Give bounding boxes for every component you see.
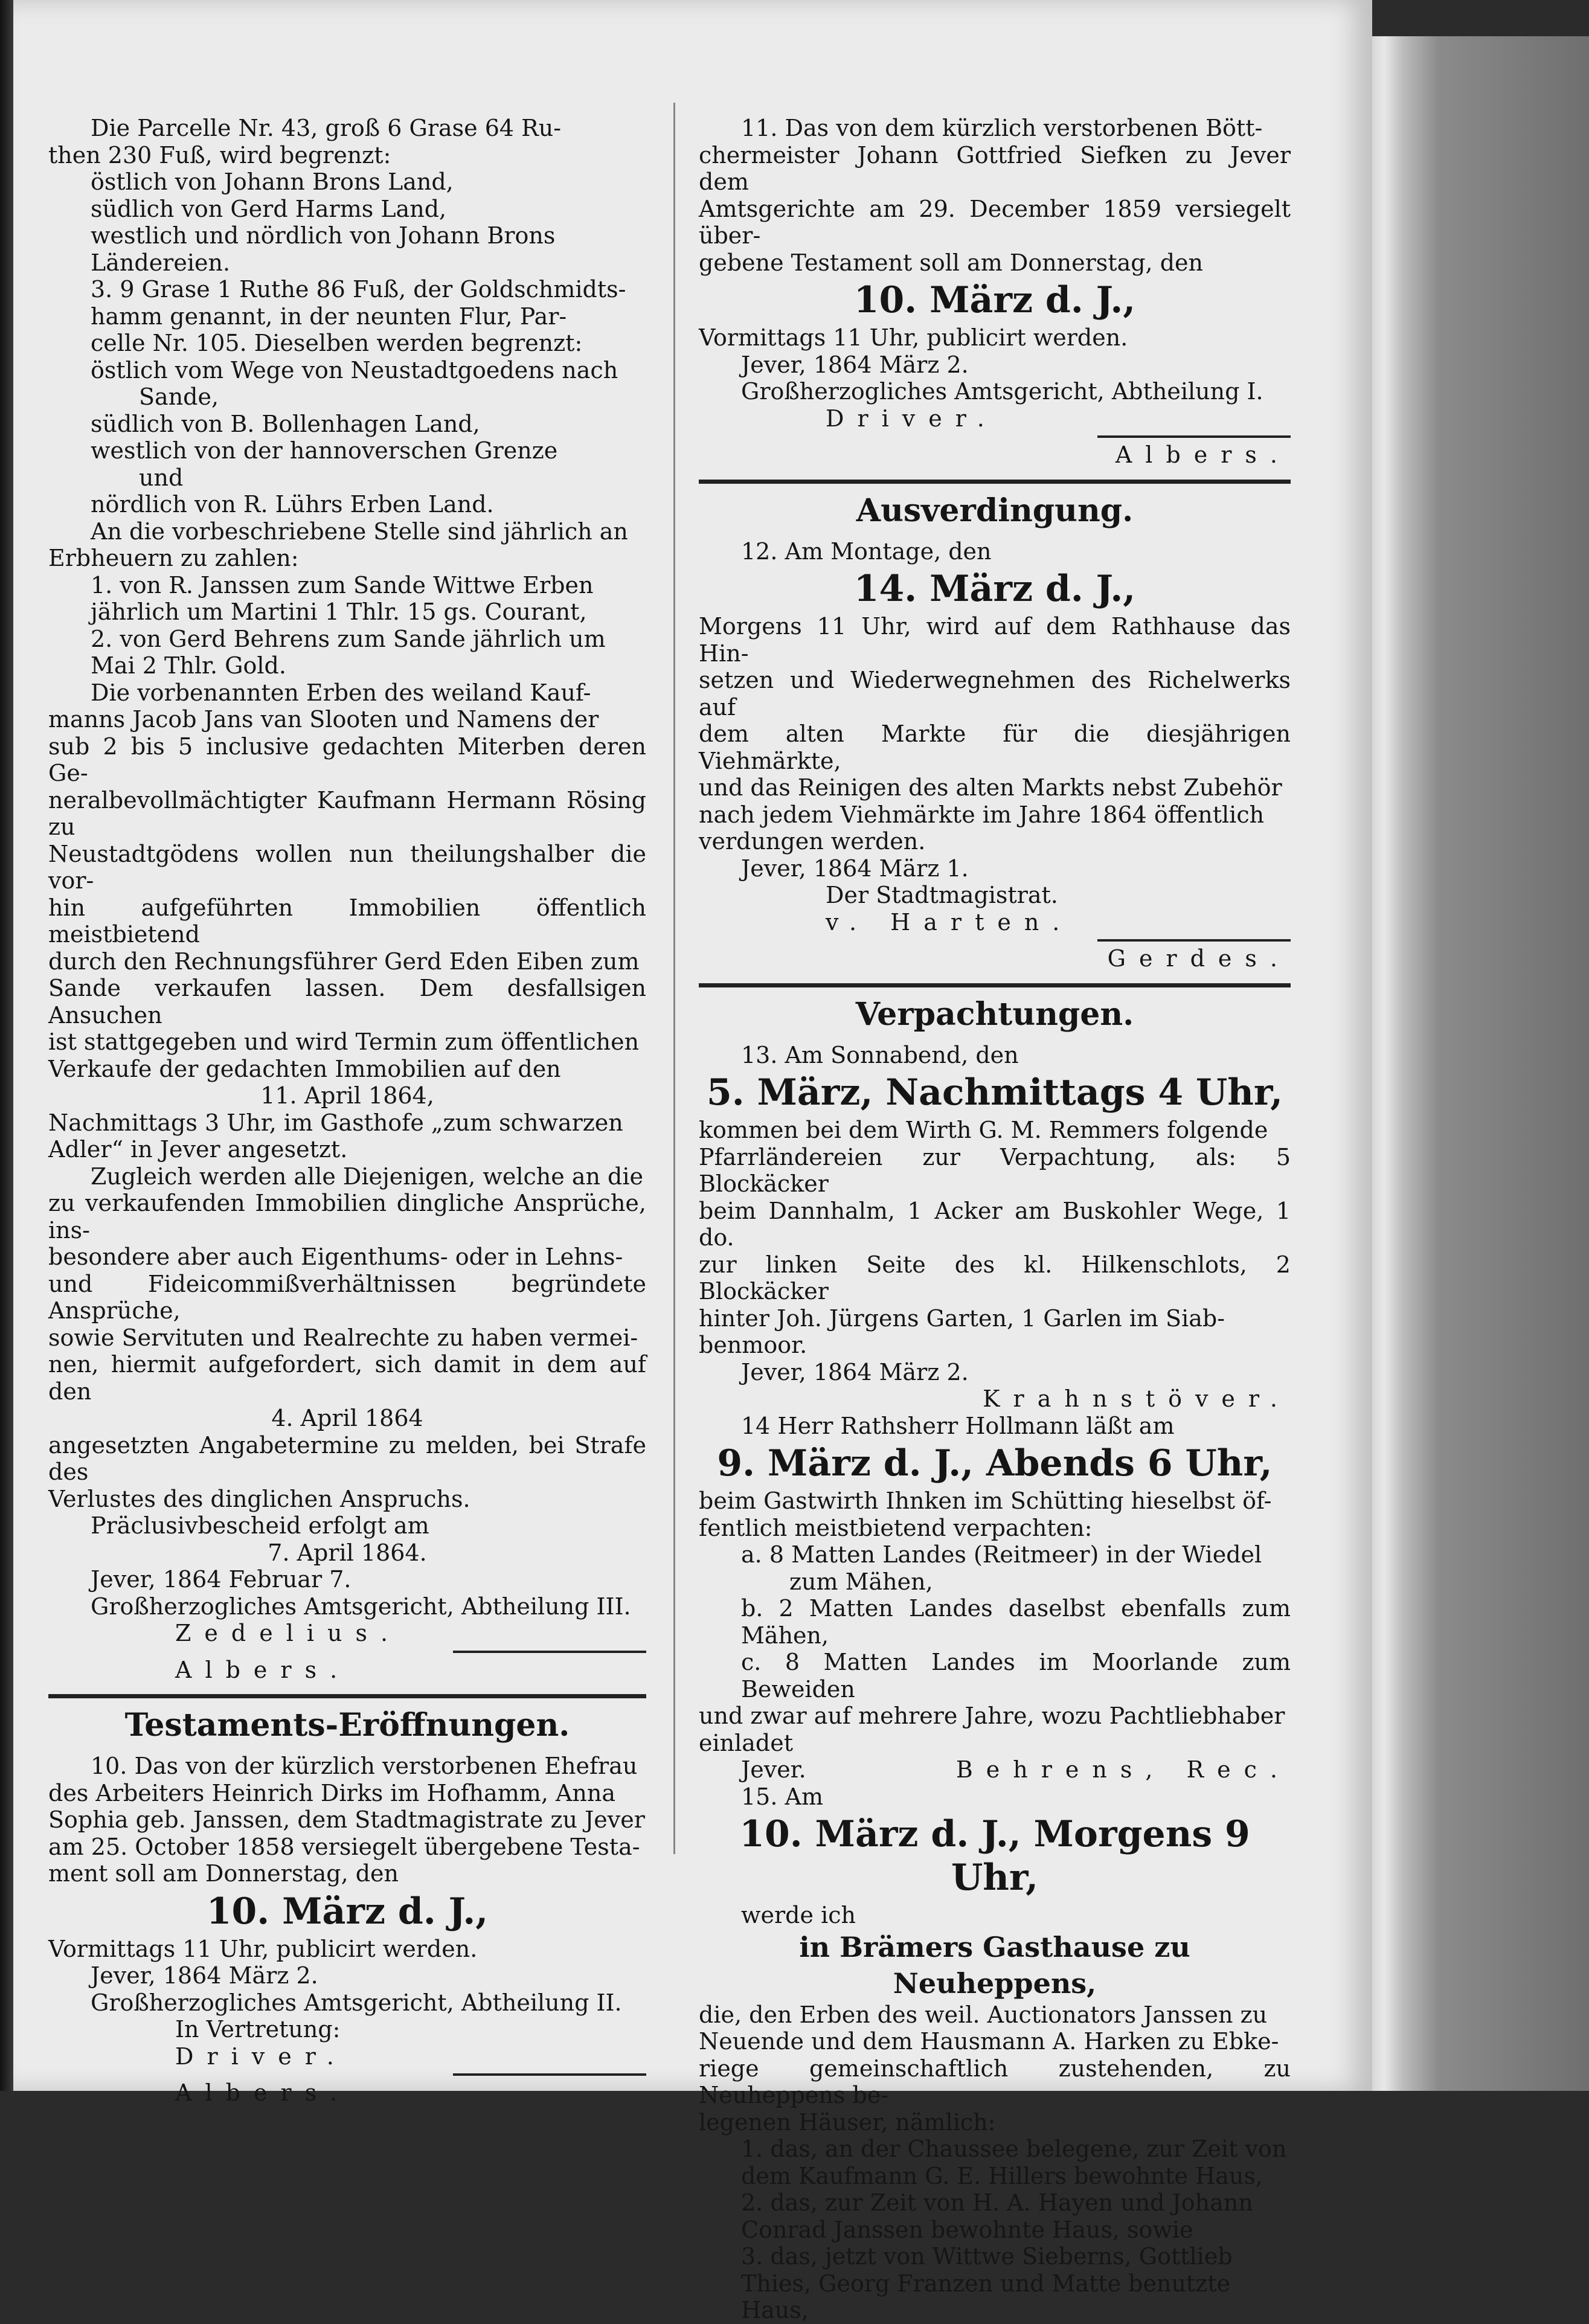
text-line: Mai 2 Thlr. Gold. [91,652,286,679]
book-edge [1366,36,1589,2091]
text-line: zu verkaufenden Immobilien dingliche Ansprüche, ins- [48,1190,646,1244]
date-line: 7. April 1864. [268,1539,427,1566]
text-line: 15. Am [741,1783,823,1810]
text-line: chermeister Johann Gottfried Siefken zu Jever dem [699,141,1291,195]
signature: v. Harten. [826,908,1073,936]
text-line: 2. von Gerd Behrens zum Sande jährlich um [91,625,606,652]
text-line: a. 8 Matten Landes (Reitmeer) in der Wiedel [741,1541,1262,1568]
section-rule [48,1694,646,1698]
text-line: benmoor. [699,1332,807,1358]
text-line: gebene Testament soll am Donnerstag, den [699,249,1203,276]
text-line: Zugleich werden alle Diejenigen, welche an die [91,1163,644,1190]
text-line: 1. von R. Janssen zum Sande Wittwe Erben [91,571,594,599]
text-line: Sande verkaufen lassen. Dem desfallsigen Ansuchen [48,975,646,1029]
text-line: Präclusivbescheid erfolgt am [91,1512,429,1539]
text-line: manns Jacob Jans van Slooten und Namens der [48,706,599,733]
text-line: 10. Das von der kürzlich verstorbenen Ehefrau [91,1753,638,1779]
section-heading: Verpachtungen. [855,995,1134,1033]
text-line: legenen Häuser, nämlich: [699,2108,996,2136]
text-line: 3. 9 Grase 1 Ruthe 86 Fuß, der Goldschmidts- [91,276,626,303]
text-line: dem Kaufmann G. E. Hillers bewohnte Haus, [741,2162,1263,2189]
text-line: die, den Erben des weil. Auctionators Janssen zu [699,2001,1268,2028]
signature: Albers. [175,2079,351,2106]
date-heading: 9. März d. J., Abends 6 Uhr, [717,1442,1273,1485]
text-line: angesetzten Angabetermine zu melden, bei Strafe des [48,1431,646,1485]
text-line: Verkaufe der gedachten Immobilien auf den [48,1055,561,1082]
text-line: Der Stadtmagistrat. [826,882,1058,908]
signature-row [699,1756,1291,1783]
text-line: am 25. October 1858 versiegelt übergebene Testa- [48,1833,640,1860]
signature: Krahnstöver. [983,1385,1291,1412]
date-heading: 10. März d. J., Morgens 9 Uhr, [739,1813,1250,1899]
text-line: Jever, 1864 März 2. [91,1962,318,1989]
text-line: hamm genannt, in der neunten Flur, Par- [91,303,567,330]
date-heading: 10. März d. J., [853,279,1136,321]
text-line: Vormittags 11 Uhr, publicirt werden. [699,324,1128,351]
text-line: Vormittags 11 Uhr, publicirt werden. [48,1935,478,1962]
section-rule [699,480,1291,484]
text-line: östlich vom Wege von Neustadtgoedens nach [91,356,618,384]
text-line: then 230 Fuß, wird begrenzt: [48,141,391,169]
date-heading: 5. März, Nachmittags 4 Uhr, [706,1071,1283,1114]
text-line: hin aufgeführten Immobilien öffentlich meistbietend [48,894,646,948]
signature: Albers. [1115,441,1291,468]
text-line: 3. das, jetzt von Wittwe Sieberns, Gottlieb [741,2243,1233,2270]
text-line: Adler“ in Jever angesetzt. [48,1136,348,1163]
text-line: südlich von Gerd Harms Land, [91,195,447,222]
right-column [699,115,1291,2324]
text-line: Sande, [139,384,219,410]
text-line: und Fideicommißverhältnissen begründete Ansprüche, [48,1270,646,1324]
text-line: An die vorbeschriebene Stelle sind jährlich an [91,518,628,545]
text-line: besondere aber auch Eigenthums- oder in Lehns- [48,1244,623,1270]
date-heading: 10. März d. J., [206,1890,489,1933]
text-line: neralbevollmächtigter Kaufmann Hermann Rösing zu [48,786,646,840]
signature: Behrens, Rec. [955,1756,1291,1783]
text-line: Die vorbenannten Erben des weiland Kauf- [91,679,591,706]
text-line: zum Mähen, [789,1568,933,1595]
text-line: nach jedem Viehmärkte im Jahre 1864 öffentlich [699,801,1265,828]
text-line: Neustadtgödens wollen nun theilungshalber die vor- [48,840,646,894]
signature: Driver. [826,405,998,432]
rule [453,1651,646,1653]
text-line: 1. das, an der Chaussee belegene, zur Zeit von [741,2136,1287,2162]
section-heading: Ausverdingung. [856,492,1134,529]
newspaper-page [13,0,1372,2323]
signature: Driver. [175,2043,347,2070]
text-line: einladet [699,1729,794,1756]
text-line: östlich von Johann Brons Land, [91,169,454,195]
text-line: hinter Joh. Jürgens Garten, 1 Garlen im Siab- [699,1305,1225,1332]
text-line: westlich von der hannoverschen Grenze [91,437,558,464]
text-line: 2. das, zur Zeit von H. A. Hayen und Johann [741,2189,1253,2216]
text-line: fentlich meistbietend verpachten: [699,1514,1093,1541]
text-line: Conrad Janssen bewohnte Haus, sowie [741,2216,1193,2243]
text-line: und zwar auf mehrere Jahre, wozu Pachtliebhaber [699,1703,1285,1729]
text-line: nen, hiermit aufgefordert, sich damit in dem auf den [48,1351,646,1405]
text-line: Haus, [741,2297,809,2323]
text-line: Neuende und dem Hausmann A. Harken zu Ebke- [699,2028,1279,2055]
text-line: Großherzogliches Amtsgericht, Abtheilung III. [91,1593,631,1620]
signature: Zedelius. [175,1620,402,1646]
section-rule [699,983,1291,987]
left-page-edge [0,0,13,2091]
text-line: Jever. [741,1756,806,1783]
venue-heading: in Brämers Gasthause zu Neuheppens, [799,1930,1190,2000]
text-line: Ländereien. [91,249,231,276]
text-line: sub 2 bis 5 inclusive gedachten Miterben deren Ge- [48,733,646,786]
text-line: Großherzogliches Amtsgericht, Abtheilung II. [91,1989,622,2016]
signature: Albers. [175,1656,351,1683]
text-line: ist stattgegeben und wird Termin zum öffentlichen [48,1029,640,1055]
text-line: sowie Servituten und Realrechte zu haben vermei- [48,1324,638,1351]
text-line: zur linken Seite des kl. Hilkenschlots, 2 Blockäcker [699,1251,1291,1305]
text-line: b. 2 Matten Landes daselbst ebenfalls zum Mähen, [741,1595,1291,1649]
date-line: 4. April 1864 [271,1405,423,1431]
text-line: Thies, Georg Franzen und Matte benutzte [741,2270,1230,2297]
text-line: celle Nr. 105. Dieselben werden begrenzt: [91,330,583,356]
text-line: Jever, 1864 Februar 7. [91,1566,352,1593]
text-line: jährlich um Martini 1 Thlr. 15 gs. Courant, [91,599,587,625]
text-line: durch den Rechnungsführer Gerd Eden Eiben zum [48,948,640,975]
text-line: und das Reinigen des alten Markts nebst Zubehör [699,774,1282,801]
date-line: 11. April 1864, [260,1082,434,1109]
text-line: Pfarrländereien zur Verpachtung, als: 5 Blockäcker [699,1143,1291,1197]
text-line: Morgens 11 Uhr, wird auf dem Rathhause das Hin- [699,613,1291,667]
text-line: 14 Herr Rathsherr Hollmann läßt am [741,1412,1175,1439]
text-line: verdungen werden. [699,828,926,855]
text-line: In Vertretung: [175,2016,341,2043]
text-line: dem alten Markte für die diesjährigen Viehmärkte, [699,721,1291,774]
text-line: des Arbeiters Heinrich Dirks im Hofhamm, Anna [48,1779,616,1806]
text-line: werde ich [741,1902,856,1928]
text-line: Erbheuern zu zahlen: [48,545,299,571]
text-line: 12. Am Montage, den [741,538,992,565]
column-divider [673,103,675,1854]
text-line: 11. Das von dem kürzlich verstorbenen Bött- [741,115,1263,141]
rule [1097,939,1291,942]
text-line: Jever, 1864 März 2. [741,351,969,378]
text-line: Verlustes des dinglichen Anspruchs. [48,1485,470,1512]
text-line: Die Parcelle Nr. 43, groß 6 Grase 64 Ru- [91,115,562,141]
date-heading: 14. März d. J., [853,568,1136,610]
text-line: westlich und nördlich von Johann Brons [91,222,556,249]
signature: Gerdes. [1107,945,1291,972]
rule [1097,435,1291,438]
text-line: südlich von B. Bollenhagen Land, [91,410,480,437]
text-line: c. 8 Matten Landes im Moorlande zum Beweiden [741,1649,1291,1703]
text-line: 13. Am Sonnabend, den [741,1041,1019,1068]
text-line: kommen bei dem Wirth G. M. Remmers folgende [699,1117,1268,1143]
text-line: setzen und Wiederwegnehmen des Richelwerks auf [699,667,1291,721]
text-line: Jever, 1864 März 2. [741,1358,969,1385]
text-line: nördlich von R. Lührs Erben Land. [91,491,494,518]
rule [453,2073,646,2076]
text-line: Nachmittags 3 Uhr, im Gasthofe „zum schwarzen [48,1109,623,1136]
text-line: beim Dannhalm, 1 Acker am Buskohler Wege, 1 do. [699,1197,1291,1251]
text-line: und [139,464,184,491]
text-line: Sophia geb. Janssen, dem Stadtmagistrate zu Jever [48,1806,645,1833]
section-heading: Testaments-Eröffnungen. [124,1707,570,1744]
left-column [48,115,646,2107]
text-line: Jever, 1864 März 1. [741,855,969,882]
text-line: Amtsgerichte am 29. December 1859 versiegelt über- [699,195,1291,249]
text-line: riege gemeinschaftlich zustehenden, zu Neuheppens be- [699,2055,1291,2108]
text-line: beim Gastwirth Ihnken im Schütting hieselbst öf- [699,1488,1272,1514]
text-line: Großherzogliches Amtsgericht, Abtheilung I. [741,378,1263,405]
text-line: ment soll am Donnerstag, den [48,1860,399,1887]
